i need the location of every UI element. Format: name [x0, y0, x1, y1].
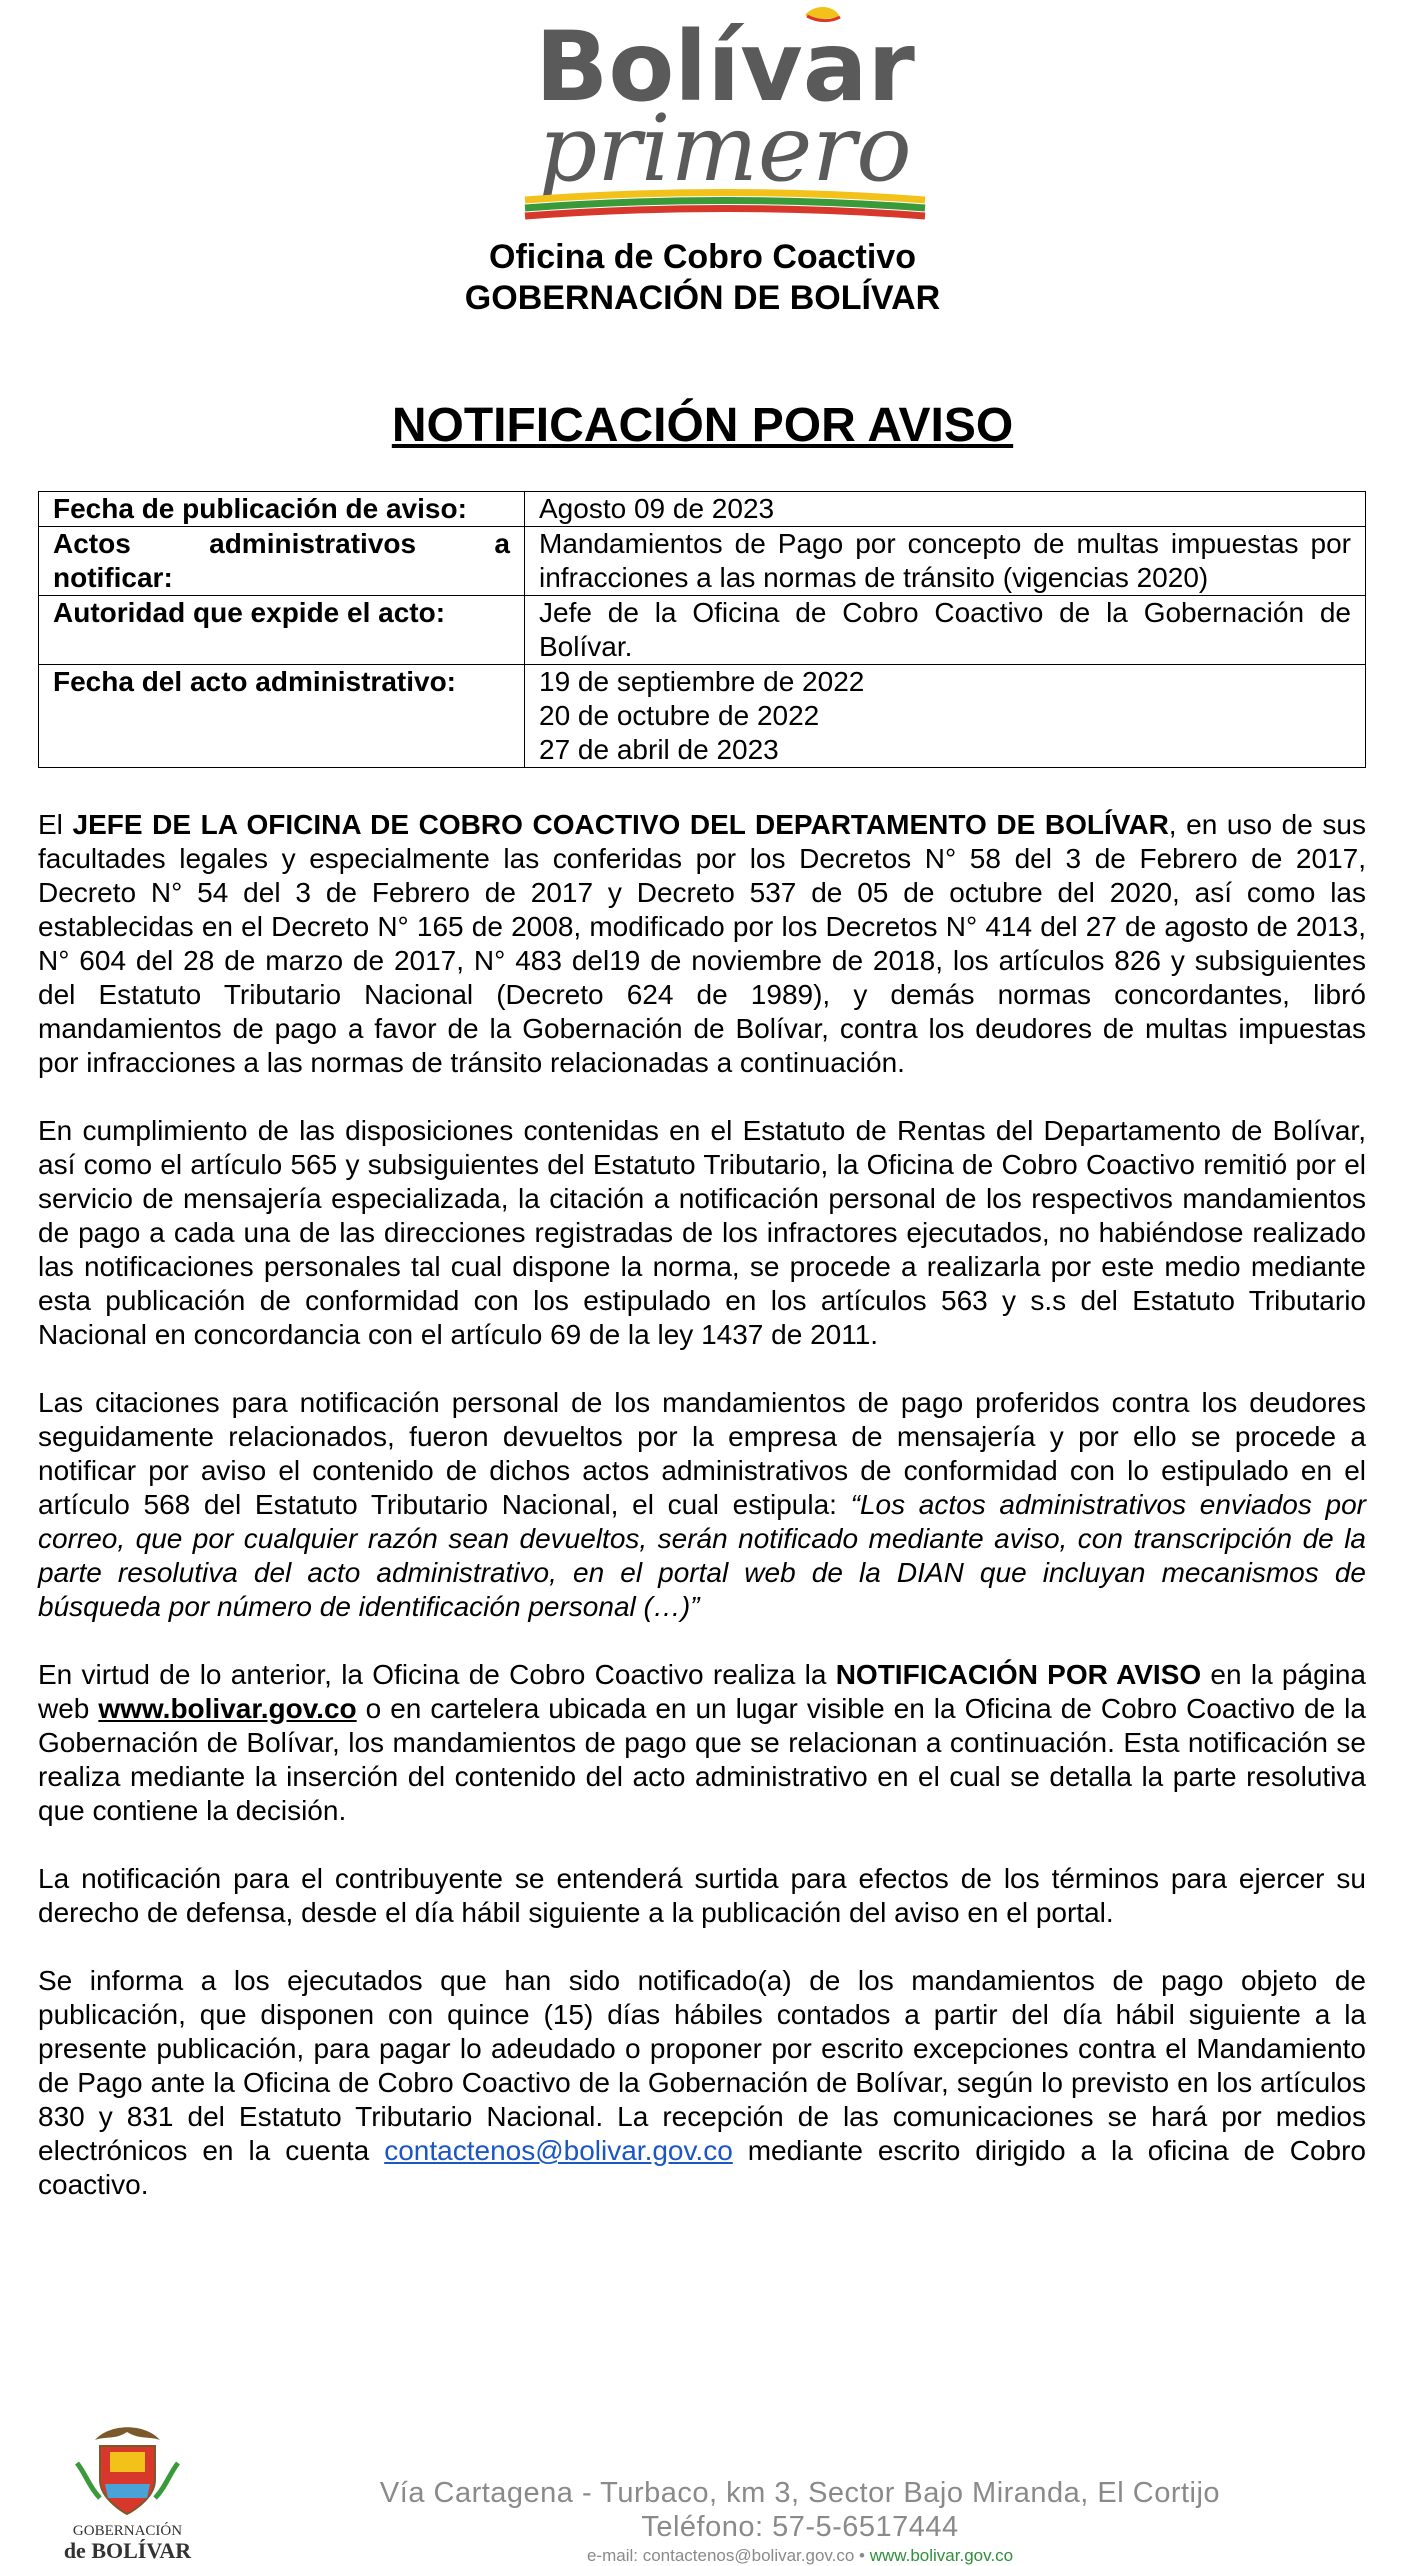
notice-body — [38, 808, 1366, 2236]
bolivar-primero-logo — [455, 5, 985, 230]
svg-text:Bolívar: Bolívar — [535, 11, 915, 123]
paragraph-deadline: Se informa a los ejecutados que han sido notificado(a) de los mandamientos de pago objeto de publicación, que disponen con quince (15) días hábiles contados a partir del día hábil siguiente a la presente publicación, para pagar lo adeudado o proponer por escrito excepciones contra el Mandamiento de Pago ante la Oficina de Cobro Coactivo de la Gobernación de Bolívar, según lo previsto en los artículos 830 y 831 del Estatuto Tributario Nacional. La recepción de las comunicaciones se hará por medios electrónicos en la cuenta contactenos@bolivar.gov.co mediante escrito dirigido a la oficina de Cobro coactivo. — [38, 1965, 1367, 2200]
footer-email: e-mail: contactenos@bolivar.gov.co • — [586, 2546, 870, 2565]
government-name: GOBERNACIÓN DE BOLÍVAR — [464, 279, 941, 317]
statute-quote: “Los actos administrativos enviados por correo, que por cualquier razón sean devueltos, serán notificado mediante aviso, con transcripción de la parte resolutiva del acto administrativo, en el portal web de la DIAN que incluyan mecanismos de búsqueda por número de identificación personal (…)” — [38, 1489, 1367, 1622]
crest-label-bolivar: de BOLÍVAR — [63, 2538, 192, 2563]
table-row — [39, 527, 1366, 596]
contact-email-link[interactable]: contactenos@bolivar.gov.co — [384, 2135, 733, 2166]
authority-label: Autoridad que expide el acto: — [39, 596, 525, 665]
table-row — [39, 665, 1366, 768]
publication-date-value: Agosto 09 de 2023 — [525, 492, 1366, 527]
footer-address: Vía Cartagena - Turbaco, km 3, Sector Bajo Miranda, El Cortijo — [379, 2477, 1221, 2509]
crest-label-gobernacion: GOBERNACIÓN — [72, 2523, 183, 2539]
svg-text:primero: primero — [538, 95, 912, 202]
paragraph-citations: Las citaciones para notificación personal de los mandamientos de pago proferidos contra los deudores seguidamente relacionados, fueron devueltos por la empresa de mensajería y por ello se procede a notificar por aviso el contenido de dichos actos administrativos de conformidad con lo estipulado en el artículo 568 del Estatuto Tributario Nacional, el cual estipula: “Los actos administrativos enviados por correo, que por cualquier razón sean devueltos, serán notificado mediante aviso, con transcripción de la parte resolutiva del acto administrativo, en el portal web de la DIAN que incluyan mecanismos de búsqueda por número de identificación personal (…)” — [38, 1387, 1367, 1622]
office-heading — [0, 237, 1405, 319]
acts-label: Actos administrativos a notificar: — [39, 527, 525, 596]
act-date-label: Fecha del acto administrativo: — [39, 665, 525, 768]
office-name: Oficina de Cobro Coactivo — [489, 238, 916, 276]
act-date-1: 19 de septiembre de 2022 — [539, 666, 865, 697]
act-dates-value — [525, 665, 1366, 768]
table-row — [39, 492, 1366, 527]
document-title: NOTIFICACIÓN POR AVISO — [391, 399, 1014, 452]
paragraph-authority: El JEFE DE LA OFICINA DE COBRO COACTIVO DEL DEPARTAMENTO DE BOLÍVAR, en uso de sus facultades legales y especialmente las conferidas por los Decretos N° 58 del 3 de Febrero de 2017, Decreto N° 54 del 3 de Febrero de 2017 y Decreto 537 de 05 de octubre del 2020, así como las establecidas en el Decreto N° 165 de 2008, modificado por los Decretos N° 414 del 27 de agosto de 2013, N° 604 del 28 de marzo de 2017, N° 483 del19 de noviembre de 2018, los artículos 826 y subsiguientes del Estatuto Tributario Nacional (Decreto 624 de 1989), y demás normas concordantes, libró mandamientos de pago a favor de la Gobernación de Bolívar, contra los deudores de multas impuestas por infracciones a las normas de tránsito relacionadas a continuación. — [38, 809, 1366, 1078]
table-row — [39, 596, 1366, 665]
footer-phone: Teléfono: 57-5-6517444 — [641, 2511, 959, 2543]
act-date-2: 20 de octubre de 2022 — [539, 700, 820, 731]
notice-info-table — [38, 491, 1366, 768]
paragraph-compliance: En cumplimiento de las disposiciones contenidas en el Estatuto de Rentas del Departamento de Bolívar, así como el artículo 565 y subsiguientes del Estatuto Tributario, la Oficina de Cobro Coactivo remitió por el servicio de mensajería especializada, la citación a notificación personal de los respectivos mandamientos de pago a cada una de las direcciones registradas de los infractores ejecutados, no habiéndose realizado las notificaciones personales tal cual dispone la norma, se procede a realizarla por este medio mediante esta publicación de conformidad con los estipulado en los artículos 563 y s.s del Estatuto Tributario Nacional en concordancia con el artículo 69 de la ley 1437 de 2011. — [38, 1115, 1366, 1350]
footer-contact — [300, 2546, 1300, 2566]
acts-value: Mandamientos de Pago por concepto de multas impuestas por infracciones a las normas de tránsito (vigencias 2020) — [525, 527, 1366, 596]
paragraph-defense: La notificación para el contribuyente se entenderá surtida para efectos de los términos para ejercer su derecho de defensa, desde el día hábil siguiente a la publicación del aviso en el portal. — [38, 1863, 1366, 1928]
footer-website-link[interactable]: www.bolivar.gov.co — [869, 2546, 1014, 2565]
publication-date-label: Fecha de publicación de aviso: — [39, 492, 525, 527]
authority-value: Jefe de la Oficina de Cobro Coactivo de la Gobernación de Bolívar. — [525, 596, 1366, 665]
act-date-3: 27 de abril de 2023 — [539, 734, 779, 765]
website-link[interactable]: www.bolivar.gov.co — [98, 1693, 357, 1724]
paragraph-notification: En virtud de lo anterior, la Oficina de Cobro Coactivo realiza la NOTIFICACIÓN POR AVISO en la página web www.bolivar.gov.co o en cartelera ubicada en un lugar visible en la Oficina de Cobro Coactivo de la Gobernación de Bolívar, los mandamientos de pago que se relacionan a continuación. Esta notificación se realiza mediante la inserción del contenido del acto administrativo en el cual se detalla la parte resolutiva que contiene la decisión. — [38, 1659, 1367, 1826]
